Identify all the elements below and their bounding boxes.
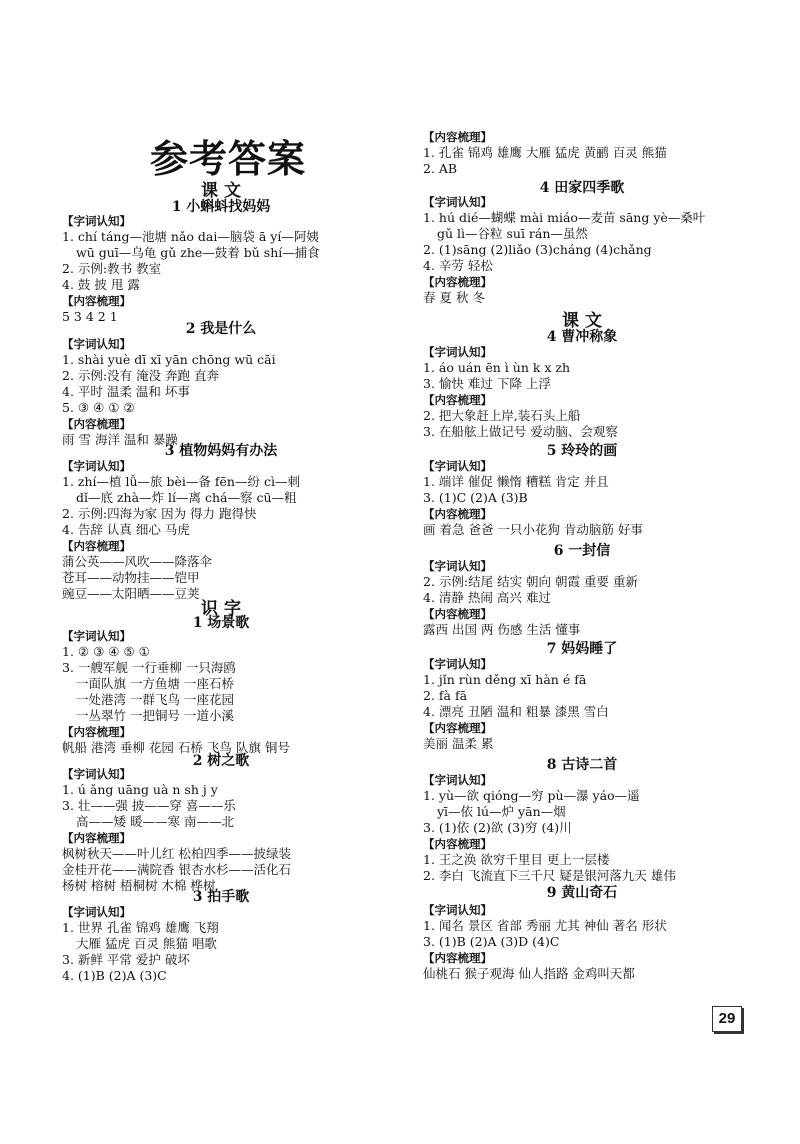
answer-line: dǐ—底 zhà—炸 lí—离 chá—察 cū—粗 — [76, 490, 297, 505]
answer-line: 1. 孔雀 锦鸡 雄鹰 大雁 猛虎 黄鹂 百灵 熊猫 — [423, 145, 667, 160]
lesson-title: 7 妈妈睡了 — [546, 641, 618, 657]
section-heading: 识 字 — [201, 599, 241, 619]
answer-label: 【内容梳理】 — [423, 130, 492, 144]
answer-line: 4. 鼓 披 甩 露 — [62, 277, 140, 292]
answer-label: 【内容梳理】 — [62, 294, 131, 308]
page-title: 参考答案 — [150, 136, 307, 181]
answer-line: 2. fà fā — [423, 688, 468, 703]
answer-line: 4. 清静 热闹 高兴 难过 — [423, 590, 551, 605]
answer-label: 【字词认知】 — [423, 459, 492, 473]
answer-line: 1. 闻名 景区 省部 秀丽 尤其 神仙 著名 形状 — [423, 918, 667, 933]
section-heading: 课 文 — [562, 311, 602, 331]
answer-line: 一丛翠竹 一把铜号 一道小溪 — [76, 708, 234, 723]
answer-label: 【内容梳理】 — [423, 607, 492, 621]
lesson-title: 2 我是什么 — [185, 321, 257, 337]
answer-line: 1. áo uán ēn ì ùn k x zh — [423, 360, 571, 375]
answer-label: 【内容梳理】 — [62, 831, 131, 845]
answer-label: 【字词认知】 — [62, 459, 131, 473]
answer-line: 雨 雪 海洋 温和 暴躁 — [62, 432, 178, 447]
answer-label: 【字词认知】 — [423, 657, 492, 671]
answer-line: 杨树 榕树 梧桐树 木棉 桦树 — [62, 878, 216, 893]
answer-line: 画 着急 爸爸 一只小花狗 肯动脑筋 好事 — [423, 522, 643, 537]
answer-line: 一处港湾 一群飞鸟 一座花园 — [76, 692, 234, 707]
answer-line: 2. 示例:没有 淹没 奔跑 直奔 — [62, 368, 220, 383]
answer-line: 2. 示例:结尾 结实 朝向 朝霞 重要 重新 — [423, 574, 638, 589]
lesson-title: 4 田家四季歌 — [539, 180, 625, 196]
answer-label: 【字词认知】 — [423, 903, 492, 917]
answer-line: 3. (1)B (2)A (3)D (4)C — [423, 934, 560, 949]
answer-label: 【字词认知】 — [62, 337, 131, 351]
answer-label: 【内容梳理】 — [423, 507, 492, 521]
answer-label: 【内容梳理】 — [423, 275, 492, 289]
answer-line: 3. (1)C (2)A (3)B — [423, 490, 528, 505]
answer-line: 4. (1)B (2)A (3)C — [62, 968, 167, 983]
answer-line: gǔ lì—谷粒 suī rán—虽然 — [437, 226, 588, 241]
answer-line: 豌豆——太阳晒——豆荚 — [62, 586, 200, 601]
answer-label: 【字词认知】 — [62, 214, 131, 228]
answer-line: 2. (1)sāng (2)liǎo (3)cháng (4)chǎng — [423, 242, 652, 257]
answer-label: 【字词认知】 — [423, 345, 492, 359]
answer-label: 【内容梳理】 — [423, 393, 492, 407]
answer-line: wū guī—乌龟 gǔ zhe—鼓着 bǔ shí—捕食 — [76, 245, 320, 260]
answer-line: 3. 壮——强 披——穿 喜——乐 — [62, 798, 236, 813]
lesson-title: 3 植物妈妈有办法 — [164, 443, 278, 459]
answer-line: 1. chí táng—池塘 nǎo dai—脑袋 ā yí—阿姨 — [62, 229, 319, 244]
answer-line: 蒲公英——风吹——降落伞 — [62, 554, 213, 569]
answer-line: 春 夏 秋 冬 — [423, 290, 485, 305]
answer-line: 3. 在船舷上做记号 爱动脑、会观察 — [423, 424, 618, 439]
lesson-title: 5 玲玲的画 — [546, 443, 618, 459]
answer-line: 2. AB — [423, 161, 458, 176]
answer-line: 3. (1)依 (2)欲 (3)穷 (4)川 — [423, 820, 572, 835]
answer-label: 【字词认知】 — [423, 773, 492, 787]
answer-line: 1. shài yuè dī xī yān chōng wū cāi — [62, 352, 276, 367]
lesson-title: 8 古诗二首 — [546, 757, 618, 773]
answer-line: 枫树秋天——叶儿红 松柏四季——披绿装 — [62, 846, 291, 861]
answer-line: 3. 一艘军舰 一行垂柳 一只海鸥 — [62, 660, 236, 675]
answer-line: 1. 王之涣 欲穷千里目 更上一层楼 — [423, 852, 610, 867]
answer-line: 1. jǐn rùn děng xī hàn é fā — [423, 672, 587, 687]
answer-label: 【字词认知】 — [423, 559, 492, 573]
answer-line: 4. 平时 温柔 温和 坏事 — [62, 384, 190, 399]
answer-line: 1. ú ǎng uāng uà n sh j y — [62, 782, 218, 797]
answer-line: yī—依 lú—炉 yān—烟 — [437, 804, 566, 819]
answer-label: 【字词认知】 — [62, 767, 131, 781]
answer-line: 1. yù—欲 qióng—穷 pù—瀑 yáo—遥 — [423, 788, 640, 803]
page-number: 29 — [712, 1006, 742, 1032]
answer-line: 4. 告辞 认真 细心 马虎 — [62, 522, 190, 537]
answer-line: 5. ③ ④ ① ② — [62, 400, 135, 415]
answer-line: 美丽 温柔 累 — [423, 736, 494, 751]
answer-line: 1. hú dié—蝴蝶 mài miáo—麦苗 sāng yè—桑叶 — [423, 210, 706, 225]
answer-label: 【内容梳理】 — [423, 721, 492, 735]
answer-label: 【字词认知】 — [62, 629, 131, 643]
answer-line: 3. 愉快 难过 下降 上浮 — [423, 376, 551, 391]
answer-label: 【内容梳理】 — [423, 837, 492, 851]
answer-line: 一面队旗 一方鱼塘 一座石桥 — [76, 676, 234, 691]
answer-line: 2. 示例:教书 教室 — [62, 261, 162, 276]
answer-line: 5 3 4 2 1 — [62, 309, 118, 324]
answer-line: 1. 端详 催促 懒惰 糟糕 肯定 并且 — [423, 474, 609, 489]
answer-line: 仙桃石 猴子观海 仙人指路 金鸡叫天都 — [423, 966, 635, 981]
answer-line: 2. 示例:四海为家 因为 得力 跑得快 — [62, 506, 257, 521]
answer-line: 苍耳——动物挂——铠甲 — [62, 570, 200, 585]
answer-line: 2. 把大象赶上岸,装石头上船 — [423, 408, 581, 423]
answer-label: 【字词认知】 — [62, 905, 131, 919]
lesson-title: 1 场景歌 — [192, 615, 250, 631]
answer-line: 1. ② ③ ④ ⑤ ① — [62, 644, 150, 659]
lesson-title: 3 拍手歌 — [192, 889, 250, 905]
answer-line: 4. 漂亮 丑陋 温和 粗暴 漆黑 雪白 — [423, 704, 609, 719]
answer-line: 露西 出国 两 伤感 生活 懂事 — [423, 622, 581, 637]
answer-line: 3. 新鲜 平常 爱护 破坏 — [62, 952, 190, 967]
lesson-title: 6 一封信 — [553, 543, 611, 559]
answer-label: 【字词认知】 — [423, 195, 492, 209]
answer-line: 大雁 猛虎 百灵 熊猫 唱歌 — [76, 936, 217, 951]
answer-line: 4. 辛劳 轻松 — [423, 258, 493, 273]
section-heading: 课 文 — [201, 181, 241, 201]
answer-label: 【内容梳理】 — [62, 725, 131, 739]
lesson-title: 2 树之歌 — [192, 753, 250, 769]
answer-line: 2. 李白 飞流直下三千尺 疑是银河落九天 雄伟 — [423, 868, 676, 883]
lesson-title: 4 曹冲称象 — [546, 329, 618, 345]
answer-line: 1. 世界 孔雀 锦鸡 雄鹰 飞翔 — [62, 920, 219, 935]
answer-line: 高——矮 暖——寒 南——北 — [76, 814, 234, 829]
answer-line: 金桂开花——满院香 银杏水杉——活化石 — [62, 862, 291, 877]
answer-line: 1. zhí—植 lǚ—旅 bèi—备 fēn—纷 cì—刺 — [62, 474, 300, 489]
lesson-title: 9 黄山奇石 — [546, 885, 618, 901]
answer-label: 【内容梳理】 — [62, 417, 131, 431]
answer-label: 【内容梳理】 — [62, 539, 131, 553]
lesson-title: 1 小蝌蚪找妈妈 — [171, 199, 271, 215]
answer-label: 【内容梳理】 — [423, 951, 492, 965]
answer-line: 帆船 港湾 垂柳 花园 石桥 飞鸟 队旗 铜号 — [62, 740, 290, 755]
